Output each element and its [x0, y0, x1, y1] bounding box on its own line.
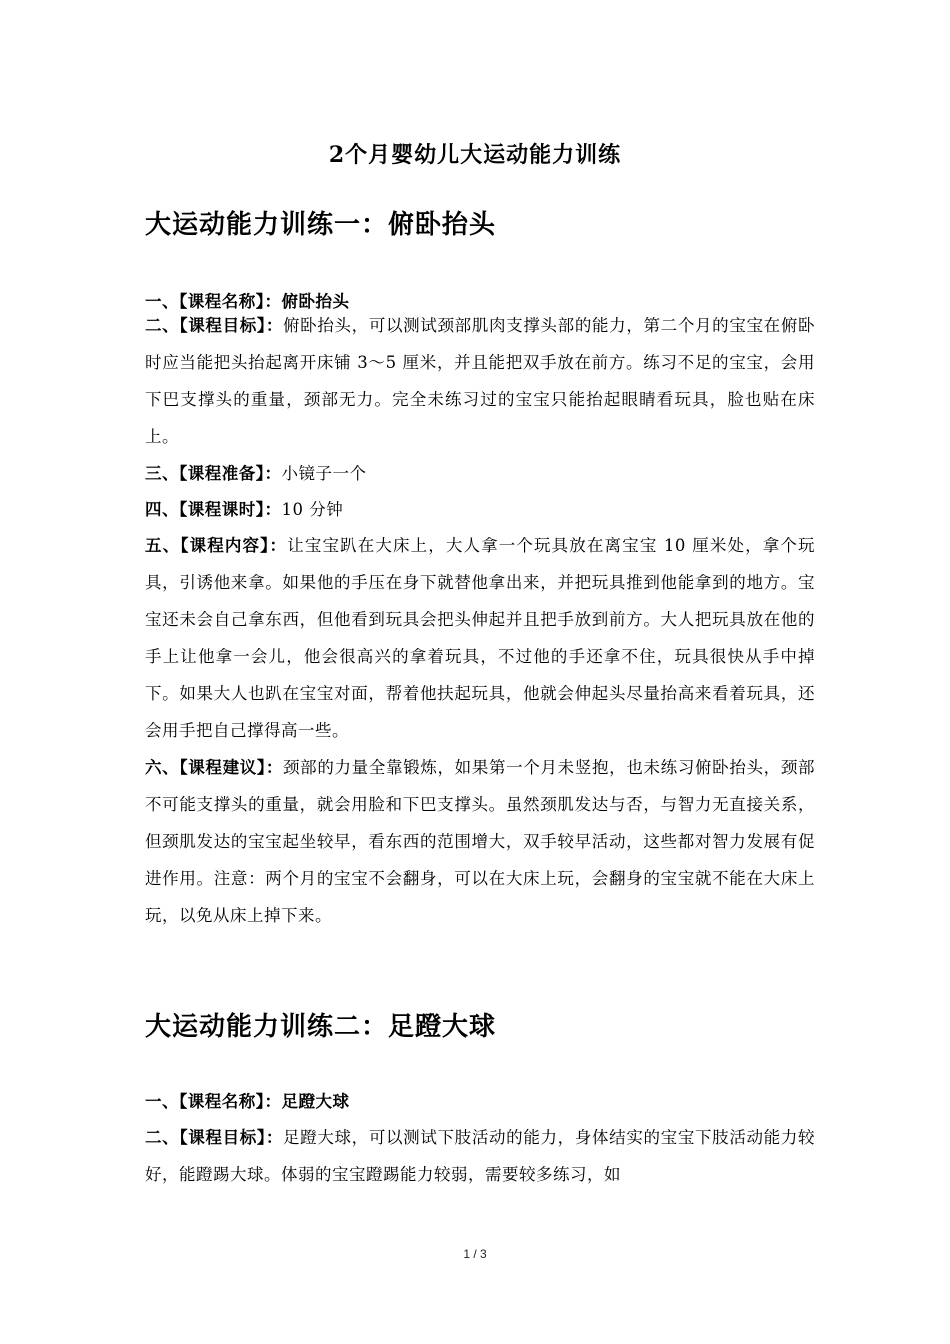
item-label: 一、【课程名称】： [145, 1092, 282, 1111]
course-preparation-item [145, 455, 815, 492]
item-text: 颈部的力量全靠锻炼，如果第一个月未竖抱，也未练习俯卧抬头，颈部不可能支撑头的重量，就会用脸和下巴支撑头。虽然颈肌发达与否，与智力无直接关系，但颈肌发达的宝宝起坐较早，看东西的范围增大，双手较早活动，这些都对智力发展有促进作用。注意：两个月的宝宝不会翻身，可以在大床上玩，会翻身的宝宝就不能在大床上玩，以免从床上掉下来。 [145, 758, 816, 925]
item-label: 六、【课程建议】： [145, 758, 283, 777]
item-label: 二、【课程目标】： [145, 316, 283, 335]
item-label: 二、【课程目标】： [145, 1128, 283, 1147]
item-label: 五、【课程内容】： [145, 536, 288, 555]
course-goal-item [145, 1119, 815, 1193]
section-heading-1: 大运动能力训练一：俯卧抬头 [145, 210, 497, 240]
section-heading-2: 大运动能力训练二：足蹬大球 [145, 1012, 497, 1042]
course-name-item [145, 1083, 815, 1120]
course-content-item [145, 527, 815, 749]
item-text: 俯卧抬头 [281, 292, 350, 311]
page-number: 1 / 3 [463, 1247, 487, 1261]
item-label: 三、【课程准备】： [145, 464, 282, 483]
item-text: 10 分钟 [281, 500, 344, 519]
item-text: 足蹬大球，可以测试下肢活动的能力，身体结实的宝宝下肢活动能力较好，能蹬踢大球。体弱的宝宝蹬踢能力较弱，需要较多练习，如 [145, 1128, 816, 1184]
item-text: 让宝宝趴在大床上，大人拿一个玩具放在离宝宝 10 厘米处，拿个玩具，引诱他来拿。如果他的手压在身下就替他拿出来，并把玩具推到他能拿到的地方。宝宝还未会自己拿东西，但他看到玩具会把头伸起并且把手放到前方。大人把玩具放在他的手上让他拿一会儿，他会很高兴的拿着玩具，不过他的手还拿不住，玩具很快从手中掉下。如果大人也趴在宝宝对面，帮着他扶起玩具，他就会伸起头尽量抬高来看着玩具，还会用手把自己撑得高一些。 [145, 536, 815, 740]
item-label: 一、【课程名称】： [145, 292, 282, 311]
course-advice-item [145, 749, 815, 934]
course-duration-item [145, 491, 815, 528]
item-text: 俯卧抬头，可以测试颈部肌肉支撑头部的能力，第二个月的宝宝在俯卧时应当能把头抬起离开床铺 3～5 厘米，并且能把双手放在前方。练习不足的宝宝，会用下巴支撑头的重量，颈部无力。完全未练习过的宝宝只能抬起眼睛看玩具，脸也贴在床上。 [145, 316, 816, 446]
item-label: 四、【课程课时】： [145, 500, 282, 519]
item-text: 足蹬大球 [281, 1092, 350, 1111]
item-text: 小镜子一个 [281, 464, 367, 483]
document-title: 2个月婴幼儿大运动能力训练 [328, 142, 622, 168]
course-goal-item [145, 307, 815, 455]
